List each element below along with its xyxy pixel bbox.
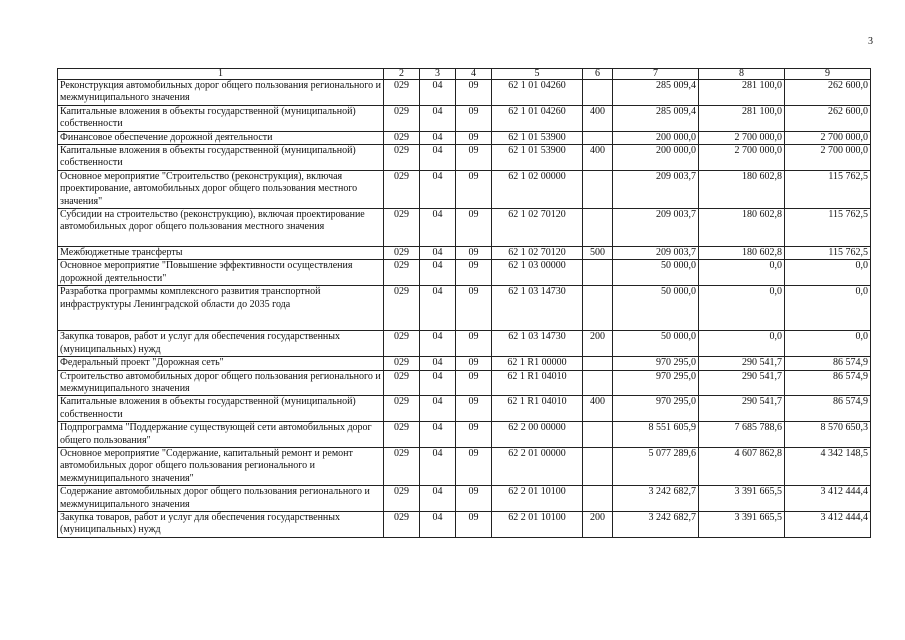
- amount-year2-cell: 3 391 665,5: [699, 511, 785, 537]
- column-header: 8: [699, 69, 785, 80]
- subsection-cell: 09: [456, 331, 492, 357]
- table-row: [58, 357, 871, 370]
- target-article-cell: 62 1 01 04260: [492, 105, 583, 131]
- column-header: 6: [583, 69, 613, 80]
- target-article-cell: 62 2 01 00000: [492, 447, 583, 485]
- target-article-cell: 62 1 01 53900: [492, 131, 583, 144]
- column-header: 5: [492, 69, 583, 80]
- table-row: [58, 286, 871, 331]
- ministry-code-cell: 029: [384, 396, 420, 422]
- amount-year2-cell: 2 700 000,0: [699, 131, 785, 144]
- amount-year1-cell: 200 000,0: [613, 131, 699, 144]
- table-row: [58, 511, 871, 537]
- column-header: 2: [384, 69, 420, 80]
- target-article-cell: 62 1 01 53900: [492, 145, 583, 171]
- amount-year2-cell: 281 100,0: [699, 80, 785, 106]
- amount-year2-cell: 7 685 788,6: [699, 422, 785, 448]
- amount-year1-cell: 3 242 682,7: [613, 511, 699, 537]
- budget-table: [57, 68, 871, 538]
- subsection-cell: 09: [456, 209, 492, 247]
- amount-year2-cell: 180 602,8: [699, 170, 785, 208]
- section-cell: 04: [420, 145, 456, 171]
- subsection-cell: 09: [456, 80, 492, 106]
- section-cell: 04: [420, 396, 456, 422]
- row-name-cell: Капитальные вложения в объекты государственной (муниципальной) собственности: [58, 105, 384, 131]
- row-name-cell: Разработка программы комплексного развития транспортной инфраструктуры Ленинградской области до 2035 года: [58, 286, 384, 331]
- subsection-cell: 09: [456, 247, 492, 260]
- subsection-cell: 09: [456, 145, 492, 171]
- section-cell: 04: [420, 247, 456, 260]
- column-header: 9: [785, 69, 871, 80]
- section-cell: 04: [420, 447, 456, 485]
- amount-year1-cell: 209 003,7: [613, 170, 699, 208]
- amount-year1-cell: 50 000,0: [613, 331, 699, 357]
- subsection-cell: 09: [456, 260, 492, 286]
- page-number: 3: [868, 36, 873, 47]
- amount-year2-cell: 290 541,7: [699, 370, 785, 396]
- ministry-code-cell: 029: [384, 260, 420, 286]
- column-header: 3: [420, 69, 456, 80]
- section-cell: 04: [420, 331, 456, 357]
- section-cell: 04: [420, 260, 456, 286]
- subsection-cell: 09: [456, 447, 492, 485]
- amount-year1-cell: 970 295,0: [613, 370, 699, 396]
- expense-type-cell: [583, 260, 613, 286]
- subsection-cell: 09: [456, 511, 492, 537]
- ministry-code-cell: 029: [384, 105, 420, 131]
- amount-year3-cell: 86 574,9: [785, 357, 871, 370]
- table-row: [58, 145, 871, 171]
- amount-year2-cell: 4 607 862,8: [699, 447, 785, 485]
- ministry-code-cell: 029: [384, 209, 420, 247]
- target-article-cell: 62 1 02 00000: [492, 170, 583, 208]
- target-article-cell: 62 1 R1 04010: [492, 370, 583, 396]
- amount-year3-cell: 2 700 000,0: [785, 145, 871, 171]
- subsection-cell: 09: [456, 286, 492, 331]
- subsection-cell: 09: [456, 422, 492, 448]
- amount-year1-cell: 200 000,0: [613, 145, 699, 171]
- amount-year1-cell: 3 242 682,7: [613, 486, 699, 512]
- amount-year3-cell: 86 574,9: [785, 396, 871, 422]
- expense-type-cell: [583, 447, 613, 485]
- amount-year1-cell: 285 009,4: [613, 80, 699, 106]
- ministry-code-cell: 029: [384, 331, 420, 357]
- row-name-cell: Межбюджетные трансферты: [58, 247, 384, 260]
- column-header: 7: [613, 69, 699, 80]
- amount-year1-cell: 285 009,4: [613, 105, 699, 131]
- target-article-cell: 62 1 R1 00000: [492, 357, 583, 370]
- column-header: 4: [456, 69, 492, 80]
- amount-year3-cell: 0,0: [785, 331, 871, 357]
- amount-year3-cell: 4 342 148,5: [785, 447, 871, 485]
- expense-type-cell: [583, 286, 613, 331]
- table-row: [58, 80, 871, 106]
- subsection-cell: 09: [456, 105, 492, 131]
- amount-year1-cell: 5 077 289,6: [613, 447, 699, 485]
- ministry-code-cell: 029: [384, 422, 420, 448]
- section-cell: 04: [420, 370, 456, 396]
- expense-type-cell: [583, 80, 613, 106]
- section-cell: 04: [420, 511, 456, 537]
- section-cell: 04: [420, 105, 456, 131]
- subsection-cell: 09: [456, 170, 492, 208]
- expense-type-cell: [583, 422, 613, 448]
- row-name-cell: Субсидии на строительство (реконструкцию), включая проектирование автомобильных дорог общего пользования местного значения: [58, 209, 384, 247]
- ministry-code-cell: 029: [384, 131, 420, 144]
- section-cell: 04: [420, 286, 456, 331]
- column-header: 1: [58, 69, 384, 80]
- ministry-code-cell: 029: [384, 286, 420, 331]
- row-name-cell: Основное мероприятие "Строительство (реконструкция), включая проектирование, автомобильных дорог общего пользования местного значения": [58, 170, 384, 208]
- subsection-cell: 09: [456, 357, 492, 370]
- amount-year2-cell: 281 100,0: [699, 105, 785, 131]
- target-article-cell: 62 1 02 70120: [492, 209, 583, 247]
- amount-year1-cell: 50 000,0: [613, 260, 699, 286]
- row-name-cell: Капитальные вложения в объекты государственной (муниципальной) собственности: [58, 396, 384, 422]
- ministry-code-cell: 029: [384, 247, 420, 260]
- expense-type-cell: [583, 170, 613, 208]
- amount-year3-cell: 115 762,5: [785, 247, 871, 260]
- table-row: [58, 247, 871, 260]
- row-name-cell: Основное мероприятие "Повышение эффективности осуществления дорожной деятельности": [58, 260, 384, 286]
- amount-year2-cell: 290 541,7: [699, 396, 785, 422]
- section-cell: 04: [420, 357, 456, 370]
- amount-year1-cell: 209 003,7: [613, 247, 699, 260]
- table-row: [58, 486, 871, 512]
- target-article-cell: 62 1 03 14730: [492, 286, 583, 331]
- amount-year3-cell: 2 700 000,0: [785, 131, 871, 144]
- target-article-cell: 62 1 03 00000: [492, 260, 583, 286]
- amount-year2-cell: 0,0: [699, 286, 785, 331]
- table-row: [58, 131, 871, 144]
- expense-type-cell: [583, 209, 613, 247]
- row-name-cell: Федеральный проект "Дорожная сеть": [58, 357, 384, 370]
- ministry-code-cell: 029: [384, 170, 420, 208]
- target-article-cell: 62 2 01 10100: [492, 511, 583, 537]
- subsection-cell: 09: [456, 396, 492, 422]
- amount-year1-cell: 8 551 605,9: [613, 422, 699, 448]
- amount-year3-cell: 0,0: [785, 260, 871, 286]
- table-row: [58, 105, 871, 131]
- amount-year3-cell: 115 762,5: [785, 170, 871, 208]
- row-name-cell: Содержание автомобильных дорог общего пользования регионального и межмуниципального значения: [58, 486, 384, 512]
- amount-year1-cell: 50 000,0: [613, 286, 699, 331]
- expense-type-cell: [583, 370, 613, 396]
- expense-type-cell: 400: [583, 105, 613, 131]
- amount-year3-cell: 3 412 444,4: [785, 511, 871, 537]
- target-article-cell: 62 1 03 14730: [492, 331, 583, 357]
- section-cell: 04: [420, 422, 456, 448]
- ministry-code-cell: 029: [384, 511, 420, 537]
- expense-type-cell: 400: [583, 145, 613, 171]
- target-article-cell: 62 1 R1 04010: [492, 396, 583, 422]
- amount-year2-cell: 3 391 665,5: [699, 486, 785, 512]
- row-name-cell: Закупка товаров, работ и услуг для обеспечения государственных (муниципальных) нужд: [58, 511, 384, 537]
- section-cell: 04: [420, 131, 456, 144]
- amount-year2-cell: 0,0: [699, 260, 785, 286]
- target-article-cell: 62 1 01 04260: [492, 80, 583, 106]
- amount-year3-cell: 262 600,0: [785, 105, 871, 131]
- amount-year3-cell: 262 600,0: [785, 80, 871, 106]
- expense-type-cell: [583, 131, 613, 144]
- table-body: [58, 80, 871, 538]
- table-row: [58, 331, 871, 357]
- row-name-cell: Строительство автомобильных дорог общего пользования регионального и межмуниципального значения: [58, 370, 384, 396]
- section-cell: 04: [420, 80, 456, 106]
- amount-year1-cell: 970 295,0: [613, 396, 699, 422]
- amount-year2-cell: 180 602,8: [699, 209, 785, 247]
- ministry-code-cell: 029: [384, 447, 420, 485]
- amount-year2-cell: 290 541,7: [699, 357, 785, 370]
- amount-year3-cell: 86 574,9: [785, 370, 871, 396]
- ministry-code-cell: 029: [384, 80, 420, 106]
- amount-year1-cell: 970 295,0: [613, 357, 699, 370]
- target-article-cell: 62 2 00 00000: [492, 422, 583, 448]
- amount-year2-cell: 0,0: [699, 331, 785, 357]
- table-row: [58, 370, 871, 396]
- amount-year1-cell: 209 003,7: [613, 209, 699, 247]
- amount-year2-cell: 2 700 000,0: [699, 145, 785, 171]
- ministry-code-cell: 029: [384, 486, 420, 512]
- table-row: [58, 422, 871, 448]
- row-name-cell: Капитальные вложения в объекты государственной (муниципальной) собственности: [58, 145, 384, 171]
- expense-type-cell: 500: [583, 247, 613, 260]
- row-name-cell: Закупка товаров, работ и услуг для обеспечения государственных (муниципальных) нужд: [58, 331, 384, 357]
- row-name-cell: Подпрограмма "Поддержание существующей сети автомобильных дорог общего пользования": [58, 422, 384, 448]
- amount-year3-cell: 8 570 650,3: [785, 422, 871, 448]
- subsection-cell: 09: [456, 370, 492, 396]
- amount-year3-cell: 0,0: [785, 286, 871, 331]
- section-cell: 04: [420, 209, 456, 247]
- target-article-cell: 62 1 02 70120: [492, 247, 583, 260]
- subsection-cell: 09: [456, 486, 492, 512]
- row-name-cell: Основное мероприятие "Содержание, капитальный ремонт и ремонт автомобильных дорог общего пользования регионального и межмуниципального значения": [58, 447, 384, 485]
- row-name-cell: Реконструкция автомобильных дорог общего пользования регионального и межмуниципального значения: [58, 80, 384, 106]
- expense-type-cell: 200: [583, 511, 613, 537]
- target-article-cell: 62 2 01 10100: [492, 486, 583, 512]
- section-cell: 04: [420, 486, 456, 512]
- header-row: [58, 69, 871, 80]
- ministry-code-cell: 029: [384, 370, 420, 396]
- section-cell: 04: [420, 170, 456, 208]
- table-row: [58, 209, 871, 247]
- subsection-cell: 09: [456, 131, 492, 144]
- table-row: [58, 260, 871, 286]
- table-row: [58, 396, 871, 422]
- amount-year3-cell: 3 412 444,4: [785, 486, 871, 512]
- row-name-cell: Финансовое обеспечение дорожной деятельности: [58, 131, 384, 144]
- table-row: [58, 170, 871, 208]
- ministry-code-cell: 029: [384, 357, 420, 370]
- amount-year3-cell: 115 762,5: [785, 209, 871, 247]
- table-row: [58, 447, 871, 485]
- amount-year2-cell: 180 602,8: [699, 247, 785, 260]
- expense-type-cell: 200: [583, 331, 613, 357]
- expense-type-cell: [583, 357, 613, 370]
- ministry-code-cell: 029: [384, 145, 420, 171]
- expense-type-cell: 400: [583, 396, 613, 422]
- expense-type-cell: [583, 486, 613, 512]
